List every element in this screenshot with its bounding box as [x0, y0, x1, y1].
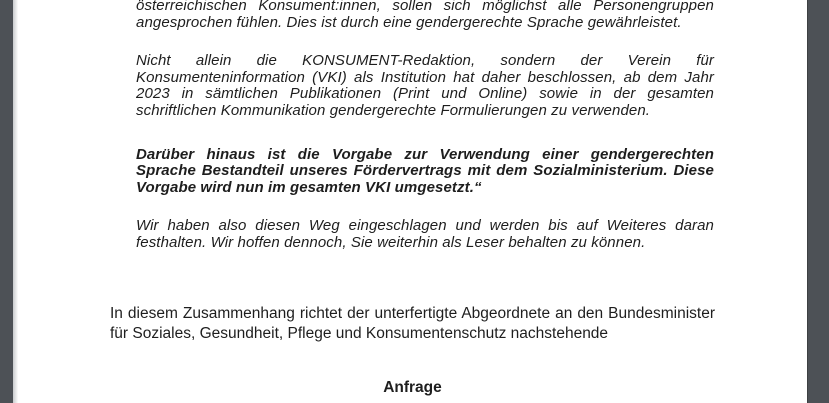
viewer-gutter-right [807, 0, 829, 403]
quote-paragraph-2: Nicht allein die KONSUMENT-Redaktion, sondern der Verein für Konsumenteninformation (VKI) als Institution hat daher beschlossen, ab dem Jahr 2023 in sämtlichen Publikationen (Print und Online) sowie in der gesamten schriftlichen Kommunikation gendergerechte Formulierungen zu verwenden. [136, 52, 714, 119]
viewer-gutter-left [0, 0, 13, 403]
quote-paragraph-4: Wir haben also diesen Weg eingeschlagen und werden bis auf Weiteres daran festhalten. Wir hoffen dennoch, Sie weiterhin als Leser behalten zu können. [136, 217, 714, 251]
quote-paragraph-3: Darüber hinaus ist die Vorgabe zur Verwendung einer gendergerechten Sprache Bestandteil unseres Fördervertrags mit dem Sozialministerium. Diese Vorgabe wird nun im gesamten VKI umgesetzt.“ [136, 145, 714, 196]
closing-paragraph: In diesem Zusammenhang richtet der unterfertigte Abgeordnete an den Bundesminister für Soziales, Gesundheit, Pflege und Konsumentenschutz nachstehende [110, 305, 715, 342]
page-edge-shadow [13, 0, 18, 403]
anfrage-heading: Anfrage [383, 379, 442, 396]
quote-paragraph-1: österreichischen Konsument:innen, sollen sich möglichst alle Personengruppen angesprochen fühlen. Dies ist durch eine gendergerechte Sprache gewährleistet. [136, 0, 714, 31]
document-page[interactable] [13, 0, 807, 403]
quoted-block [136, 0, 714, 252]
